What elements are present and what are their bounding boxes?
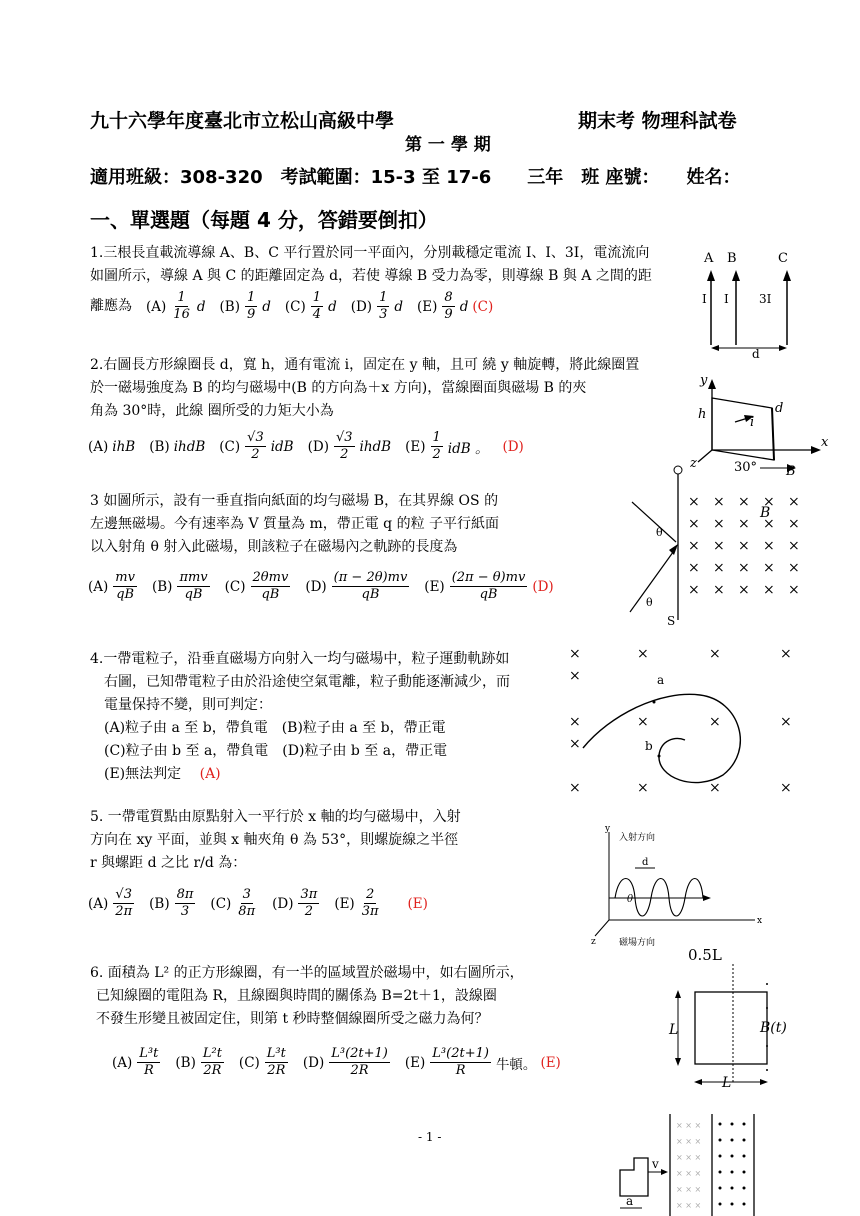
wire-a-label: A xyxy=(704,251,714,266)
svg-text:×: × xyxy=(738,560,750,576)
semester-title: 第 一 學 期 xyxy=(405,135,491,155)
svg-text:×: × xyxy=(713,560,725,576)
half-width-label: 0.5L xyxy=(688,946,722,964)
x-axis-label: x xyxy=(821,435,829,450)
svg-text:×: × xyxy=(780,780,792,796)
svg-text:×: × xyxy=(569,646,581,662)
svg-text:× × ×: × × × xyxy=(676,1153,702,1162)
y-axis-label: y xyxy=(605,824,611,834)
q6-option-e-label: (E) xyxy=(404,1054,426,1071)
svg-text:×: × xyxy=(780,646,792,662)
q6-options xyxy=(112,1046,561,1079)
q1-answer: (C) xyxy=(472,298,494,315)
magnetic-field-crosses xyxy=(688,494,800,598)
field-direction-label: 磁場方向 xyxy=(619,938,656,948)
svg-text:× × ×: × × × xyxy=(676,1169,702,1178)
q4-line1: 4.一帶電粒子，沿垂直磁場方向射入一均勻磁場中，粒子運動軌跡如 xyxy=(90,651,510,667)
distance-d-label: d xyxy=(752,347,760,360)
q4-option-e: (E)無法判定 (A) xyxy=(104,766,221,782)
q5-options xyxy=(88,887,428,920)
z-axis-label: z xyxy=(591,937,596,947)
coil-length-d-label: d xyxy=(775,401,784,416)
q4-trajectory-figure xyxy=(565,640,800,800)
q5-option-d: $\frac{3\pi}{2}$ xyxy=(300,887,318,919)
q3-option-c: $\frac{\text{2θmv}}{qB}$ xyxy=(252,570,289,602)
q6-line1: 6. 面積為 L² 的正方形線圈，有一半的區域置於磁場中，如右圖所示， xyxy=(90,965,524,981)
wire-c-label: C xyxy=(778,251,788,266)
q1-line1: 1.三根長直載流導線 A、B、C 平行置於同一平面內，分別載穩定電流 I、I、3I，電流流向 xyxy=(90,245,650,261)
q1-option-a-label: (A) xyxy=(146,298,167,315)
q1-line3: 離應為 xyxy=(90,298,132,314)
q2-line3: 角為 30°時，此線 圈所受的力矩大小為 xyxy=(90,403,334,419)
svg-text:× × ×: × × × xyxy=(676,1185,702,1194)
q2-line2: 於一磁場強度為 B 的均勻磁場中(B 的方向為＋x 方向)，當線圈面與磁場 B 的夾 xyxy=(90,380,587,396)
q3-answer: (D) xyxy=(532,578,554,595)
q6-unit: 牛頓。 xyxy=(495,1056,537,1073)
bottom-l-label: L xyxy=(722,1075,732,1091)
q2-option-d-label: (D) xyxy=(307,438,329,455)
q6-line2: 已知線圈的電阻為 R，且線圈與時間的關係為 B=2t＋1，設線圈 xyxy=(96,988,497,1004)
wire-b-current: I xyxy=(724,292,729,306)
z-axis-label: z xyxy=(690,456,697,471)
svg-text:× × ×: × × × xyxy=(676,1121,702,1130)
theta-label: θ xyxy=(627,894,634,905)
q3-option-b-label: (B) xyxy=(151,578,173,595)
svg-text:×: × xyxy=(763,560,775,576)
side-l-label: L xyxy=(669,1022,679,1038)
q6-option-d: $\frac{\text{L³(2t+1)}}{2R}$ xyxy=(331,1046,388,1078)
svg-text:×: × xyxy=(788,582,800,598)
q1-line2: 如圖所示，導線 A 與 C 的距離固定為 d，若使 導線 B 受力為零，則導線 B 與 A 之間的距 xyxy=(90,268,652,284)
q2-option-e: $\frac{1}{2}$ xyxy=(432,430,441,462)
svg-text:×: × xyxy=(688,582,700,598)
svg-text:×: × xyxy=(763,582,775,598)
q5-option-d-label: (D) xyxy=(272,895,294,912)
svg-text:×: × xyxy=(709,646,721,662)
wire-c-current: 3I xyxy=(759,292,772,306)
svg-text:×: × xyxy=(780,714,792,730)
q2-option-e-label: (E) xyxy=(405,438,426,455)
q4-line3: 電量保持不變，則可判定： xyxy=(104,697,272,713)
q7-loop-figure xyxy=(612,1110,762,1216)
svg-text:×: × xyxy=(738,494,750,510)
q2-option-b: ihdB xyxy=(173,438,206,455)
q5-line2: 方向在 xy 平面，並與 x 軸夾角 θ 為 53°，則螺旋線之半徑 xyxy=(90,832,459,848)
q1-wires-figure xyxy=(695,245,805,360)
svg-text:×: × xyxy=(738,582,750,598)
svg-text:×: × xyxy=(569,668,581,684)
svg-text:×: × xyxy=(788,516,800,532)
q3-option-d: $\frac{(\pi - 2\theta)mv}{qB}$ xyxy=(333,570,408,602)
q3-options xyxy=(88,570,554,603)
q1-option-d-label: (D) xyxy=(350,298,373,315)
q6-option-b: $\frac{\text{L²t}}{2R}$ xyxy=(202,1046,222,1078)
q5-option-e: $\frac{2}{3\pi}$ xyxy=(361,887,379,919)
wire-b-label: B xyxy=(727,251,737,266)
q3-option-e-label: (E) xyxy=(424,578,445,595)
school-title: 九十六學年度臺北市立松山高級中學 xyxy=(90,110,395,132)
q5-option-a: $\frac{√3}{2\pi}$ xyxy=(115,887,133,919)
q5-option-a-label: (A) xyxy=(88,895,109,912)
point-s-label: S xyxy=(667,614,676,628)
svg-text:×: × xyxy=(713,538,725,554)
class-info-line: 適用班級：308-320 考試範圍：15-3 至 17-6 三年 班 座號： 姓名： xyxy=(90,167,741,188)
svg-text:×: × xyxy=(738,516,750,532)
svg-text:×: × xyxy=(637,714,649,730)
q3-line2: 左邊無磁場。今有速率為 V 質量為 m，帶正電 q 的粒 子平行紙面 xyxy=(90,516,500,532)
field-crosses-region xyxy=(676,1121,701,1210)
svg-text:× × ×: × × × xyxy=(676,1137,702,1146)
q6-option-c: $\frac{\text{L³t}}{2R}$ xyxy=(266,1046,286,1078)
incident-direction-label: 入射方向 xyxy=(619,833,656,843)
svg-text:×: × xyxy=(763,538,775,554)
q6-option-b-label: (B) xyxy=(175,1054,196,1071)
svg-text:×: × xyxy=(763,516,775,532)
svg-text:×: × xyxy=(738,538,750,554)
svg-text:×: × xyxy=(637,646,649,662)
q5-helix-figure xyxy=(585,822,795,950)
q1-options: 離應為 (A) $\frac{1}{16}$ d (B) $\frac{1}{9}$ d (C) $\frac{1}{4}$ d (D) $\frac{1}{3}$ d (E) $\frac{8}{9}$ d (C) xyxy=(90,290,494,322)
q1-option-a: $\frac{1}{16}$ xyxy=(173,290,190,322)
entry-angle-label: θ xyxy=(646,596,653,609)
svg-text:×: × xyxy=(688,494,700,510)
q2-option-c: $\frac{√3}{2}$ xyxy=(247,430,264,462)
q1-option-c: $\frac{1}{4}$ xyxy=(312,290,322,322)
q6-option-a-label: (A) xyxy=(112,1054,133,1071)
angle-label: 30° xyxy=(734,460,758,475)
q2-option-c-label: (C) xyxy=(219,438,241,455)
section-title: 一、單選題（每題 4 分，答錯要倒扣） xyxy=(90,208,438,232)
x-axis-label: x xyxy=(757,916,763,926)
q5-option-c: $\frac{3}{8\pi}$ xyxy=(238,887,256,919)
svg-text:×: × xyxy=(637,780,649,796)
q5-line3: r 與螺距 d 之比 r/d 為： xyxy=(90,855,247,871)
magnetic-field-crosses xyxy=(569,646,792,796)
q3-option-b: $\frac{\text{πmv}}{qB}$ xyxy=(179,570,208,602)
wire-a-current: I xyxy=(702,292,707,306)
q4-option-cd: (C)粒子由 b 至 a，帶負電 (D)粒子由 b 至 a，帶正電 xyxy=(104,743,448,759)
svg-text:×: × xyxy=(688,538,700,554)
q1-option-e-label: (E) xyxy=(417,298,438,315)
field-b-label: B xyxy=(760,505,771,521)
point-b-label: b xyxy=(645,739,653,753)
field-b-label: B xyxy=(786,464,796,479)
current-i-label: i xyxy=(750,415,755,430)
svg-text:×: × xyxy=(569,714,581,730)
q2-answer: (D) xyxy=(502,438,524,455)
q3-option-d-label: (D) xyxy=(305,578,327,595)
svg-text:×: × xyxy=(688,560,700,576)
q5-option-b-label: (B) xyxy=(149,895,170,912)
q5-option-b: $\frac{8\pi}{3}$ xyxy=(176,887,194,919)
svg-text:×: × xyxy=(713,494,725,510)
q6-option-d-label: (D) xyxy=(302,1054,325,1071)
svg-text:× × ×: × × × xyxy=(676,1201,702,1210)
q5-answer: (E) xyxy=(407,895,428,912)
q5-option-c-label: (C) xyxy=(210,895,232,912)
q6-line3: 不發生形變且被固定住，則第 t 秒時整個線圈所受之磁力為何？ xyxy=(96,1011,489,1027)
q3-line3: 以入射角 θ 射入此磁場，則該粒子在磁場內之軌跡的長度為 xyxy=(90,539,458,555)
q3-option-e: $\frac{(2\pi - \theta)mv}{qB}$ xyxy=(451,570,526,602)
svg-text:×: × xyxy=(713,516,725,532)
q1-option-d: $\frac{1}{3}$ xyxy=(379,290,388,322)
q6-option-c-label: (C) xyxy=(238,1054,260,1071)
exit-angle-label: θ xyxy=(656,526,663,539)
q1-option-e: $\frac{8}{9}$ xyxy=(444,290,453,322)
y-axis-label: y xyxy=(700,373,708,388)
q1-option-b: $\frac{1}{9}$ xyxy=(246,290,256,322)
width-a-label: a xyxy=(626,1194,634,1208)
field-bt-label: B(t) xyxy=(760,1020,787,1036)
q3-line1: 3 如圖所示，設有一垂直指向紙面的均勻磁場 B，在其界線 OS 的 xyxy=(90,493,499,509)
coil-width-h-label: h xyxy=(698,407,707,422)
svg-text:×: × xyxy=(709,714,721,730)
svg-text:×: × xyxy=(709,780,721,796)
q2-option-a-label: (A) xyxy=(88,438,109,455)
q2-option-d: $\frac{√3}{2}$ xyxy=(335,430,353,462)
svg-text:×: × xyxy=(788,494,800,510)
q1-option-c-label: (C) xyxy=(284,298,306,315)
velocity-v-label: v xyxy=(652,1157,659,1171)
q2-option-b-label: (B) xyxy=(149,438,170,455)
svg-text:×: × xyxy=(788,560,800,576)
q4-answer: (A) xyxy=(199,766,221,782)
page-number: - 1 - xyxy=(418,1130,442,1144)
svg-text:×: × xyxy=(569,780,581,796)
q6-option-a: $\frac{\text{L³t}}{R}$ xyxy=(139,1046,159,1078)
q2-options: (A) ihB (B) ihdB (C) $\frac{√3}{2}$ idB (D) $\frac{√3}{2}$ ihdB (E) $\frac{1}{2}$ idB 。 (D) xyxy=(88,430,524,462)
pitch-d-label: d xyxy=(642,857,649,868)
svg-text:×: × xyxy=(788,538,800,554)
point-a-label: a xyxy=(657,673,665,687)
svg-text:×: × xyxy=(763,494,775,510)
svg-text:×: × xyxy=(569,736,581,752)
q6-answer: (E) xyxy=(540,1054,561,1071)
q1-option-b-label: (B) xyxy=(219,298,240,315)
q5-line1: 5. 一帶電質點由原點射入一平行於 x 軸的均勻磁場中，入射 xyxy=(90,809,461,825)
q6-option-e: $\frac{\text{L³(2t+1)}}{R}$ xyxy=(432,1046,489,1078)
q4-option-ab: (A)粒子由 a 至 b，帶負電 (B)粒子由 a 至 b，帶正電 xyxy=(104,720,446,736)
q4-line2: 右圖，已知帶電粒子由於沿途使空氣電離，粒子動能逐漸減少，而 xyxy=(104,674,510,690)
exam-title: 期末考 物理科試卷 xyxy=(578,110,737,132)
q3-boundary-figure xyxy=(620,462,810,630)
q3-option-c-label: (C) xyxy=(224,578,246,595)
field-dots-region xyxy=(719,1123,746,1206)
svg-text:×: × xyxy=(713,582,725,598)
q2-option-a: ihB xyxy=(112,438,136,455)
q5-option-e-label: (E) xyxy=(334,895,355,912)
q2-line1: 2.右圖長方形線圈長 d，寬 h，通有電流 i，固定在 y 軸，且可 繞 y 軸旋轉，將此線圈置 xyxy=(90,357,640,373)
q6-square-coil-figure xyxy=(660,942,800,1092)
svg-text:×: × xyxy=(688,516,700,532)
q3-option-a-label: (A) xyxy=(88,578,109,595)
q3-option-a: $\frac{mv}{qB}$ xyxy=(115,570,135,602)
